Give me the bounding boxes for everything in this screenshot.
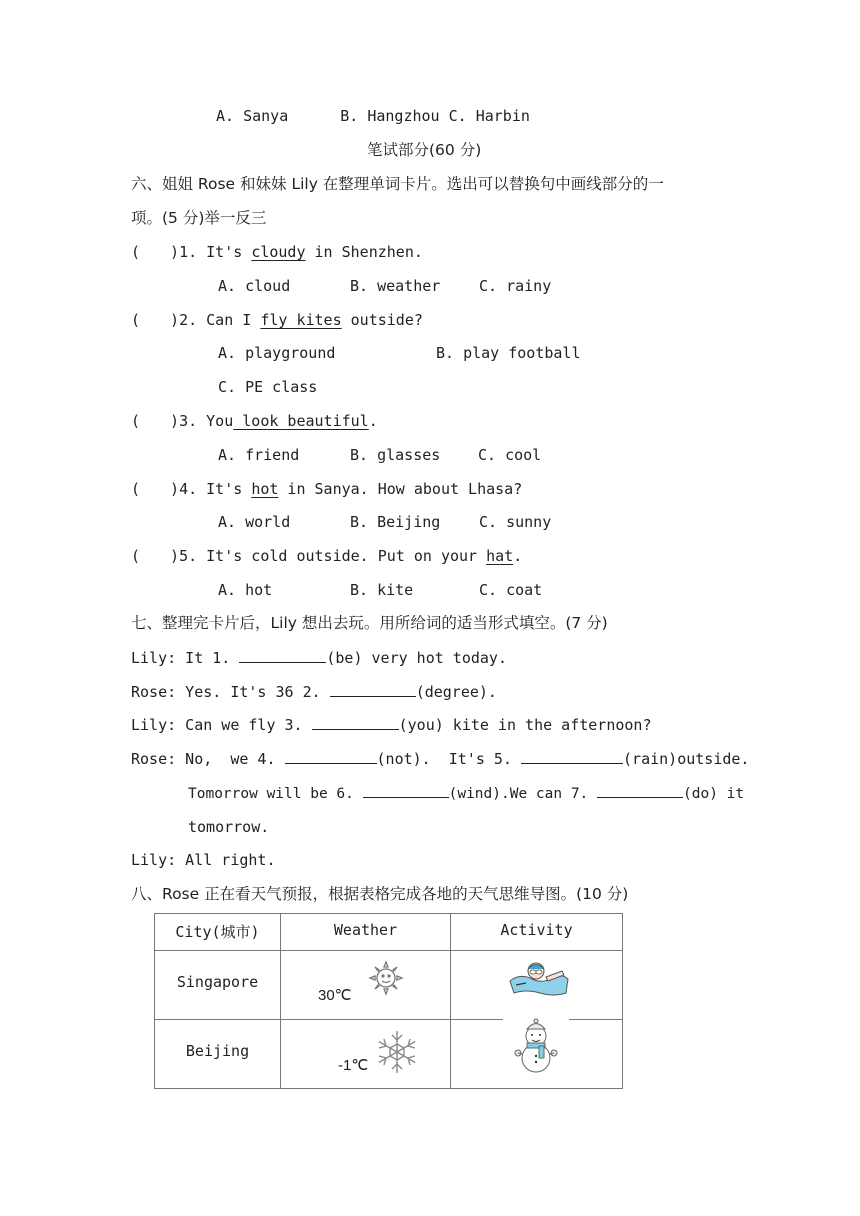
underlined-phrase: hat: [486, 547, 514, 565]
underlined-phrase: cloudy: [251, 243, 306, 261]
answer-paren-close: ): [170, 311, 180, 329]
city-cell: Singapore: [155, 951, 281, 1020]
underlined-phrase: look beautiful: [233, 412, 369, 430]
dialogue-text: Yes. It's 36 2.: [176, 683, 330, 701]
fill-blank-3[interactable]: [312, 715, 399, 730]
answer-paren-open: (: [131, 412, 141, 430]
activity-cell: [451, 951, 623, 1020]
weather-cell: [281, 1020, 451, 1089]
weather-table: [154, 913, 623, 1089]
dialogue-text: It's 5.: [430, 750, 522, 768]
dialogue-text: We can 7.: [509, 786, 598, 802]
table-row: [155, 1020, 623, 1089]
word-hint: (rain)outside.: [623, 750, 750, 768]
item-number: 2.: [179, 311, 198, 329]
item-number: 1.: [179, 243, 198, 261]
word-hint: (not).: [376, 750, 431, 768]
answer-paren-open: (: [131, 311, 141, 329]
item-text: It's: [197, 243, 252, 261]
q6-item-2: [131, 310, 423, 330]
underlined-phrase: hot: [251, 480, 279, 498]
q6-heading-line1: 六、姐姐 Rose 和妹妹 Lily 在整理单词卡片。选出可以替换句中画线部分的一: [131, 175, 664, 193]
fill-blank-4[interactable]: [285, 749, 377, 764]
word-hint: (do): [683, 786, 718, 802]
answer-paren-close: ): [170, 547, 180, 565]
option-c: C. sunny: [479, 513, 552, 531]
dialogue-text: it: [717, 786, 745, 802]
option-a: A. world: [218, 513, 291, 531]
dialogue-line-6: tomorrow.: [188, 818, 270, 836]
option-b: B. Hangzhou: [340, 107, 440, 125]
dialogue-text: No, we 4.: [176, 750, 285, 768]
item-text: outside?: [341, 311, 423, 329]
header-activity: Activity: [451, 914, 623, 951]
item-number: 5.: [179, 547, 198, 565]
word-hint: (be): [326, 649, 363, 667]
speaker-rose: Rose:: [131, 750, 177, 768]
header-weather: Weather: [281, 914, 451, 951]
item-text: .: [368, 412, 378, 430]
item-text: Can I: [197, 311, 261, 329]
option-a: A. hot: [218, 581, 273, 599]
underlined-phrase: fly kites: [260, 311, 342, 329]
word-hint: (degree).: [415, 683, 497, 701]
item-text: You: [197, 412, 234, 430]
q6-item-1: [131, 242, 423, 262]
q6-item-2-options-c: [218, 377, 317, 397]
fill-blank-7[interactable]: [597, 783, 683, 798]
dialogue-text: All right.: [176, 851, 276, 869]
answer-paren-close: ): [170, 412, 180, 430]
item-text: .: [513, 547, 523, 565]
sun-icon: [367, 959, 405, 997]
option-b: B. play football: [436, 344, 581, 362]
answer-paren-open: (: [131, 547, 141, 565]
dialogue-text: It 1.: [176, 649, 240, 667]
speaker-lily: Lily:: [131, 716, 177, 734]
header-city: City(城市): [155, 914, 281, 951]
swimming-icon: [506, 957, 572, 1001]
fill-blank-1[interactable]: [239, 648, 326, 663]
q8-heading: 八、Rose 正在看天气预报，根据表格完成各地的天气思维导图。(10 分): [131, 885, 629, 903]
dialogue-line-1: [131, 648, 507, 668]
option-c: C. Harbin: [448, 107, 530, 125]
section-title: 笔试部分(60 分): [367, 141, 482, 159]
temperature: 30℃: [318, 987, 352, 1004]
snowflake-icon: [373, 1028, 421, 1076]
speaker-lily: Lily:: [131, 851, 177, 869]
table-row: [155, 951, 623, 1020]
q6-item-5: [131, 546, 522, 566]
item-number: 3.: [179, 412, 198, 430]
dialogue-line-2: [131, 682, 497, 702]
dialogue-text: kite in the afternoon?: [443, 716, 652, 734]
item-text: It's: [197, 480, 252, 498]
top-options: [216, 106, 530, 126]
answer-paren-open: (: [131, 243, 141, 261]
q7-heading: 七、整理完卡片后，Lily 想出去玩。用所给词的适当形式填空。(7 分): [131, 614, 608, 632]
item-number: 4.: [179, 480, 198, 498]
answer-paren-close: ): [170, 243, 180, 261]
fill-blank-5[interactable]: [521, 749, 623, 764]
city-cell: Beijing: [155, 1020, 281, 1089]
option-c: C. cool: [478, 446, 542, 464]
item-text: in Sanya. How about Lhasa?: [278, 480, 523, 498]
q6-item-4: [131, 479, 522, 499]
dialogue-line-5: [188, 783, 744, 804]
table-header-row: [155, 914, 623, 951]
speaker-rose: Rose:: [131, 683, 177, 701]
option-a: A. playground: [218, 344, 336, 362]
item-text: It's cold outside. Put on your: [197, 547, 487, 565]
option-b: B. glasses: [350, 446, 441, 464]
dialogue-text: Tomorrow will be 6.: [188, 786, 363, 802]
word-hint: (wind).: [448, 786, 510, 802]
dialogue-line-3: [131, 715, 652, 735]
option-b: B. Beijing: [350, 513, 441, 531]
answer-paren-close: ): [170, 480, 180, 498]
q6-heading-line2: 项。(5 分)举一反三: [131, 209, 267, 227]
option-b: B. weather: [350, 277, 441, 295]
snowman-icon: [506, 1018, 566, 1076]
option-b: B. kite: [350, 581, 414, 599]
weather-cell: [281, 951, 451, 1020]
temperature: -1℃: [338, 1057, 369, 1074]
option-a: A. Sanya: [216, 107, 289, 125]
q6-item-3: [131, 411, 378, 431]
fill-blank-2[interactable]: [330, 682, 416, 697]
option-c: C. coat: [479, 581, 543, 599]
answer-paren-open: (: [131, 480, 141, 498]
dialogue-line-7: [131, 850, 276, 870]
option-c: C. PE class: [218, 378, 318, 396]
word-hint: (you): [398, 716, 444, 734]
option-a: A. friend: [218, 446, 300, 464]
speaker-lily: Lily:: [131, 649, 177, 667]
dialogue-text: Can we fly 3.: [176, 716, 312, 734]
activity-cell: [451, 1020, 623, 1089]
option-c: C. rainy: [479, 277, 552, 295]
item-text: in Shenzhen.: [305, 243, 423, 261]
fill-blank-6[interactable]: [363, 783, 449, 798]
dialogue-line-4: [131, 749, 749, 769]
dialogue-text: very hot today.: [362, 649, 507, 667]
option-a: A. cloud: [218, 277, 291, 295]
